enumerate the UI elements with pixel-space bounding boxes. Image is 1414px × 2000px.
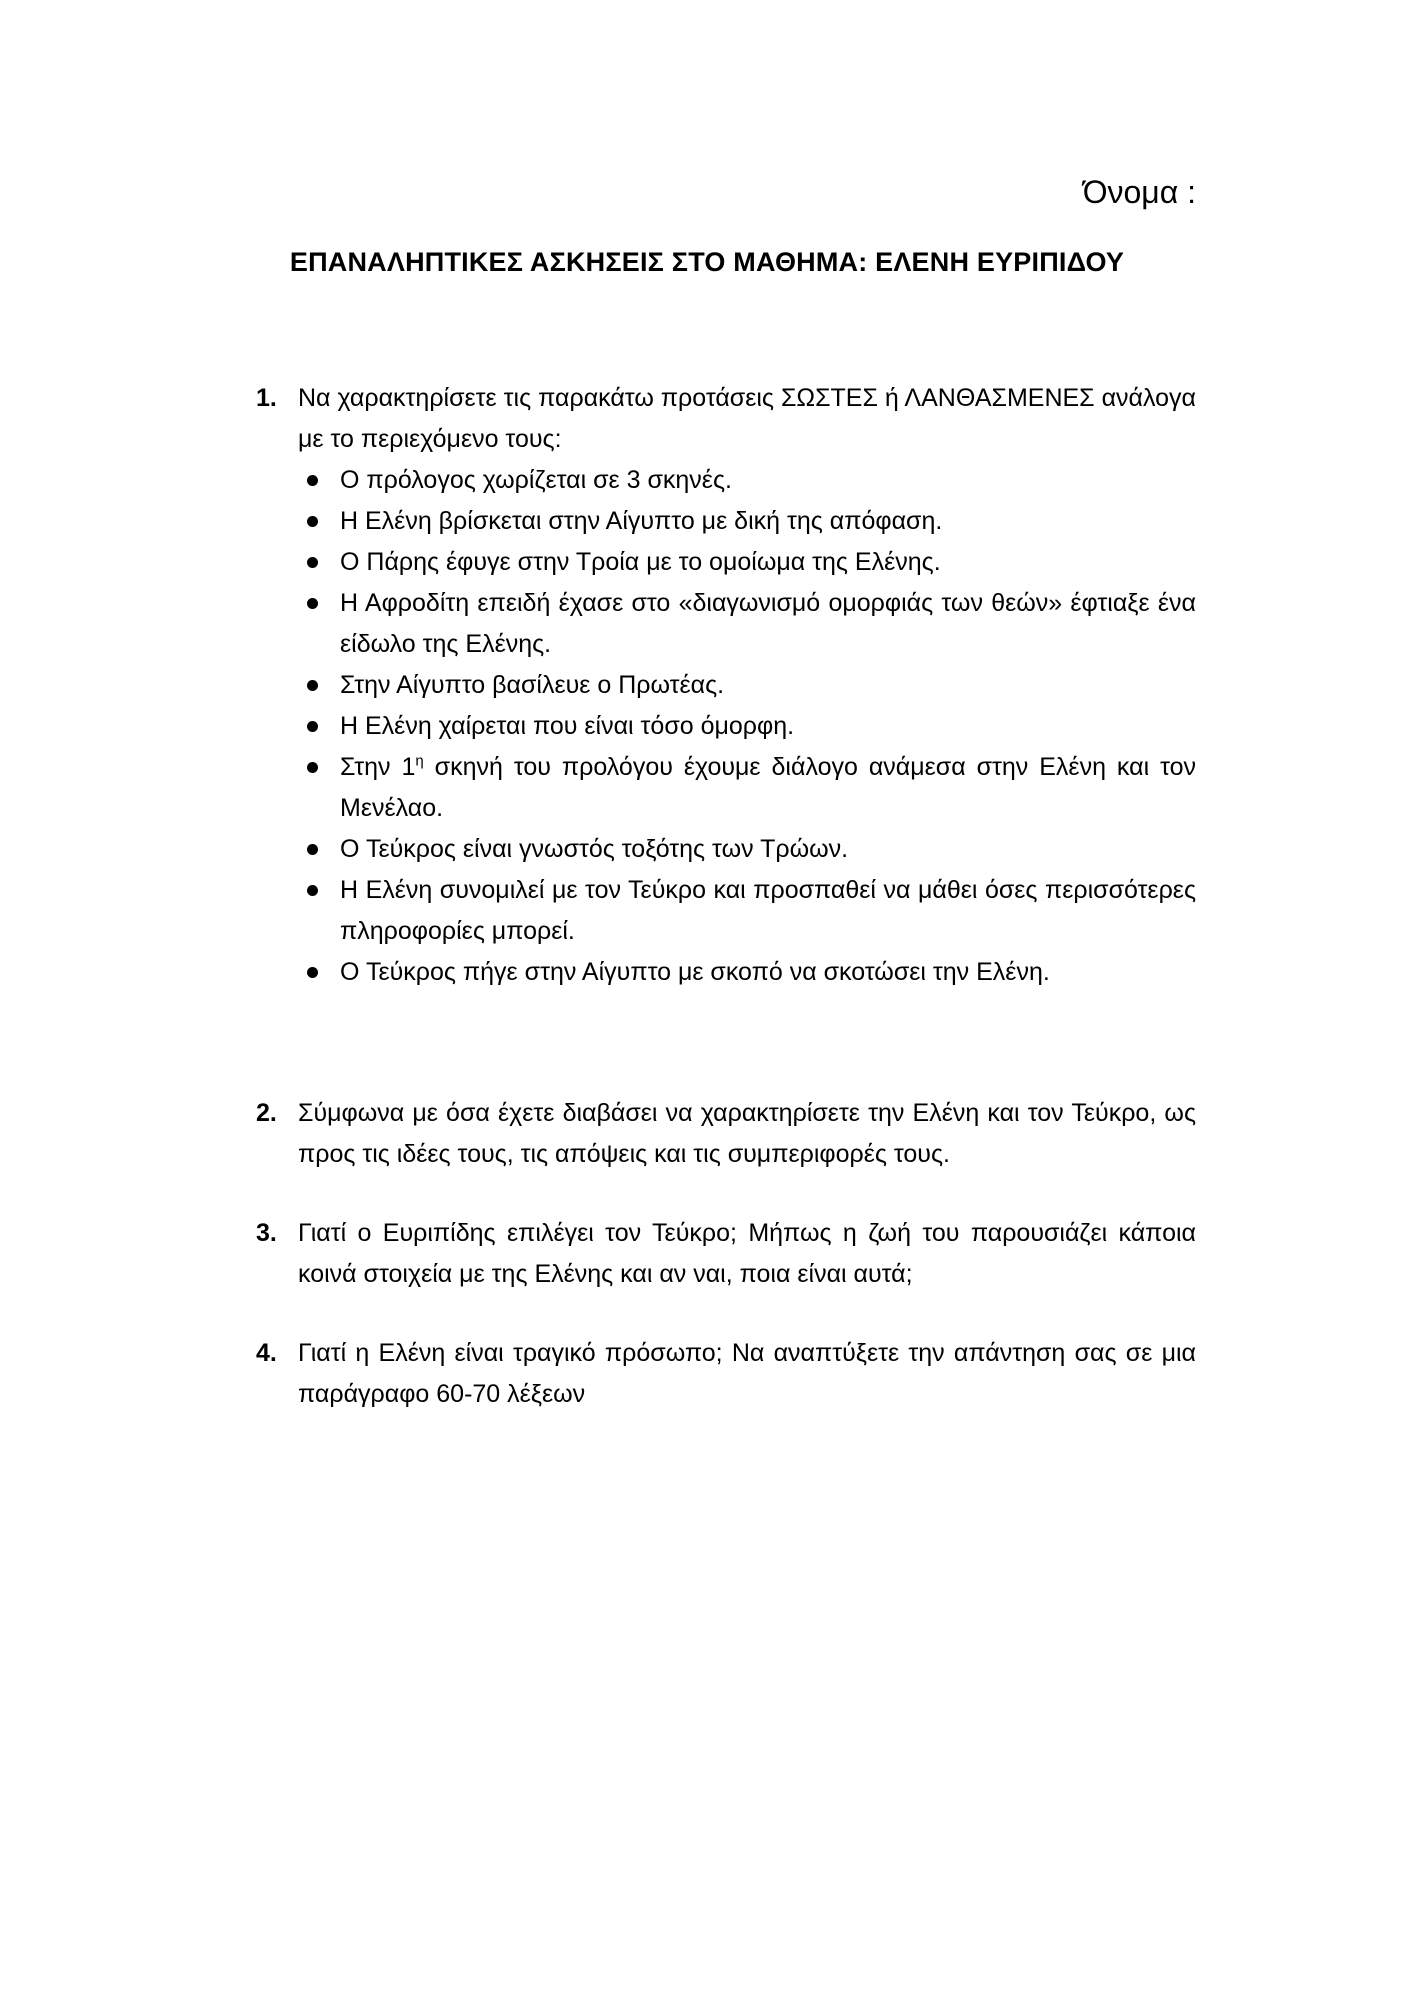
question-2: [256, 1093, 1196, 1175]
bullet-icon: [307, 557, 318, 568]
bullet-icon: [307, 516, 318, 527]
statement-text: Ο Τεύκρος πήγε στην Αίγυπτο με σκοπό να σκοτώσει την Ελένη.: [340, 958, 1050, 986]
statement-item: [298, 829, 1196, 870]
question-number: 1.: [256, 384, 277, 412]
question-text: Να χαρακτηρίσετε τις παρακάτω προτάσεις ΣΩΣΤΕΣ ή ΛΑΝΘΑΣΜΕΝΕΣ ανάλογα με το περιεχόμενο τους:: [298, 384, 1196, 453]
ordinal-superscript: η: [415, 752, 424, 770]
statement-item: [298, 542, 1196, 583]
statement-item: [298, 460, 1196, 501]
page-title: ΕΠΑΝΑΛΗΠΤΙΚΕΣ ΑΣΚΗΣΕΙΣ ΣΤΟ ΜΑΘΗΜΑ: ΕΛΕΝΗ ΕΥΡΙΠΙΔΟΥ: [289, 247, 1125, 277]
bullet-icon: [307, 967, 318, 978]
question-text: Γιατί η Ελένη είναι τραγικό πρόσωπο; Να αναπτύξετε την απάντηση σας σε μια παράγραφο 60-70 λέξεων: [298, 1339, 1196, 1408]
question-number: 4.: [256, 1339, 277, 1367]
statement-text: Ο πρόλογος χωρίζεται σε 3 σκηνές.: [340, 466, 732, 494]
statement-item: [298, 747, 1196, 829]
name-label: Όνομα :: [1082, 174, 1196, 210]
question-4: [256, 1333, 1196, 1415]
statement-list: [298, 460, 1196, 993]
statement-text: Ο Πάρης έφυγε στην Τροία με το ομοίωμα της Ελένης.: [340, 548, 941, 576]
statement-text: Στην Αίγυπτο βασίλευε ο Πρωτέας.: [340, 671, 725, 699]
questions-list: [256, 378, 1196, 1415]
bullet-icon: [307, 844, 318, 855]
question-text: Σύμφωνα με όσα έχετε διαβάσει να χαρακτηρίσετε την Ελένη και τον Τεύκρο, ως προς τις ιδέες τους, τις απόψεις και τις συμπεριφορές τους.: [298, 1099, 1196, 1168]
statement-text: Η Ελένη χαίρεται που είναι τόσο όμορφη.: [340, 712, 795, 740]
question-text: Γιατί ο Ευριπίδης επιλέγει τον Τεύκρο; Μήπως η ζωή του παρουσιάζει κάποια κοινά στοιχεία με της Ελένης και αν ναι, ποια είναι αυτά;: [298, 1219, 1196, 1288]
statement-item: [298, 706, 1196, 747]
statement-text: Ο Τεύκρος είναι γνωστός τοξότης των Τρώων.: [340, 835, 849, 863]
question-3: [256, 1213, 1196, 1295]
bullet-icon: [307, 721, 318, 732]
statement-text: Η Ελένη συνομιλεί με τον Τεύκρο και προσπαθεί να μάθει όσες περισσότερες πληροφορίες μπορεί.: [340, 876, 1196, 945]
bullet-icon: [307, 475, 318, 486]
question-number: 3.: [256, 1219, 277, 1247]
statement-item: [298, 583, 1196, 665]
statement-text: Η Ελένη βρίσκεται στην Αίγυπτο με δική της απόφαση.: [340, 507, 943, 535]
statement-text-end: σκηνή του προλόγου έχουμε διάλογο ανάμεσα στην Ελένη και τον Μενέλαο.: [340, 753, 1196, 822]
bullet-icon: [307, 598, 318, 609]
question-number: 2.: [256, 1099, 277, 1127]
bullet-icon: [307, 762, 318, 773]
statement-item: [298, 952, 1196, 993]
question-1: [256, 378, 1196, 993]
bullet-icon: [307, 885, 318, 896]
statement-item: [298, 870, 1196, 952]
statement-text-start: Στην 1: [340, 753, 416, 781]
bullet-icon: [307, 680, 318, 691]
statement-text: Η Αφροδίτη επειδή έχασε στο «διαγωνισμό ομορφιάς των θεών» έφτιαξε ένα είδωλο της Ελένης.: [340, 589, 1196, 658]
statement-item: [298, 665, 1196, 706]
statement-item: [298, 501, 1196, 542]
